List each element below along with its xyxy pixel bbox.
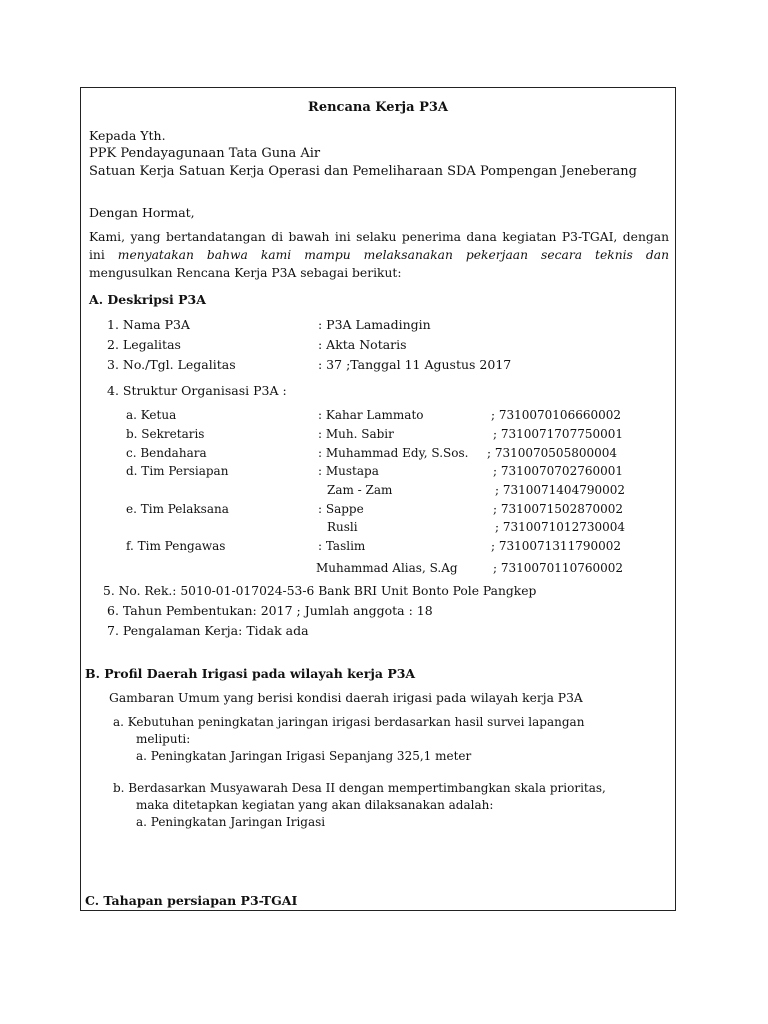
musyawarah-line3: a. Peningkatan Jaringan Irigasi	[136, 815, 326, 829]
section-b-heading: B. Profil Daerah Irigasi pada wilayah kerja P3A	[85, 666, 416, 681]
org-role: a. Ketua	[126, 408, 177, 422]
org-id: ; 7310070110760002	[493, 561, 624, 575]
org-role: d. Tim Persiapan	[126, 464, 229, 478]
org-id: ; 7310071012730004	[495, 520, 626, 534]
section-c-heading: C. Tahapan persiapan P3-TGAI	[85, 893, 298, 908]
org-name: : Sappe	[318, 502, 364, 516]
recipient-line1: PPK Pendayagunaan Tata Guna Air	[89, 146, 321, 161]
item-value: : P3A Lamadingin	[318, 317, 431, 332]
intro-part1: Kami, yang bertandatangan di bawah ini selaku penerima dana kegiatan P3-TGAI, dengan ini	[89, 230, 669, 262]
org-id: ; 7310071311790002	[491, 539, 622, 553]
org-id: ; 7310071404790002	[495, 483, 626, 497]
org-name: Rusli	[327, 520, 358, 534]
org-id: ; 7310071502870002	[493, 502, 624, 516]
pengalaman-line: 7. Pengalaman Kerja: Tidak ada	[107, 623, 309, 638]
org-name: : Taslim	[318, 539, 366, 553]
org-name: Muhammad Alias, S.Ag	[316, 561, 458, 575]
org-name: Zam - Zam	[327, 483, 393, 497]
org-id: ; 7310071707750001	[493, 427, 624, 441]
kebutuhan-line1: a. Kebutuhan peningkatan jaringan irigasi berdasarkan hasil survei lapangan	[113, 715, 585, 729]
org-name: : Muhammad Edy, S.Sos.	[318, 446, 469, 460]
org-id: ; 7310070702760001	[493, 464, 624, 478]
rekening-line: 5. No. Rek.: 5010-01-017024-53-6 Bank BRI Unit Bonto Pole Pangkep	[103, 584, 537, 598]
intro-part2: mengusulkan Rencana Kerja P3A sebagai berikut:	[89, 266, 402, 280]
document-title: Rencana Kerja P3A	[308, 100, 448, 115]
recipient-line2: Satuan Kerja Satuan Kerja Operasi dan Pemeliharaan SDA Pompengan Jeneberang	[89, 164, 637, 179]
gambaran-line: Gambaran Umum yang berisi kondisi daerah irigasi pada wilayah kerja P3A	[109, 691, 583, 705]
recipient-to: Kepada Yth.	[89, 128, 166, 143]
section-a-heading: A. Deskripsi P3A	[89, 292, 206, 307]
struktur-label: 4. Struktur Organisasi P3A :	[107, 383, 287, 398]
org-name: : Muh. Sabir	[318, 427, 394, 441]
org-role: b. Sekretaris	[126, 427, 205, 441]
org-role: e. Tim Pelaksana	[126, 502, 229, 516]
item-label: 3. No./Tgl. Legalitas	[107, 357, 236, 372]
kebutuhan-line3: a. Peningkatan Jaringan Irigasi Sepanjang 325,1 meter	[136, 749, 472, 763]
org-id: ; 7310070505800004	[487, 446, 618, 460]
org-name: : Kahar Lammato	[318, 408, 424, 422]
item-label: 1. Nama P3A	[107, 317, 190, 332]
org-role: f. Tim Pengawas	[126, 539, 226, 553]
item-value: : 37 ;Tanggal 11 Agustus 2017	[318, 357, 512, 372]
kebutuhan-line2: meliputi:	[136, 732, 191, 746]
greeting: Dengan Hormat,	[89, 205, 195, 220]
org-id: ; 7310070106660002	[491, 408, 622, 422]
org-name: : Mustapa	[318, 464, 379, 478]
intro-paragraph	[89, 228, 669, 282]
tahun-line: 6. Tahun Pembentukan: 2017 ; Jumlah anggota : 18	[107, 603, 433, 618]
intro-italic: menyatakan bahwa kami mampu melaksanakan pekerjaan secara teknis dan	[117, 248, 669, 262]
org-role: c. Bendahara	[126, 446, 207, 460]
item-value: : Akta Notaris	[318, 337, 407, 352]
musyawarah-line2: maka ditetapkan kegiatan yang akan dilaksanakan adalah:	[136, 798, 494, 812]
musyawarah-line1: b. Berdasarkan Musyawarah Desa II dengan mempertimbangkan skala prioritas,	[113, 781, 606, 795]
item-label: 2. Legalitas	[107, 337, 181, 352]
